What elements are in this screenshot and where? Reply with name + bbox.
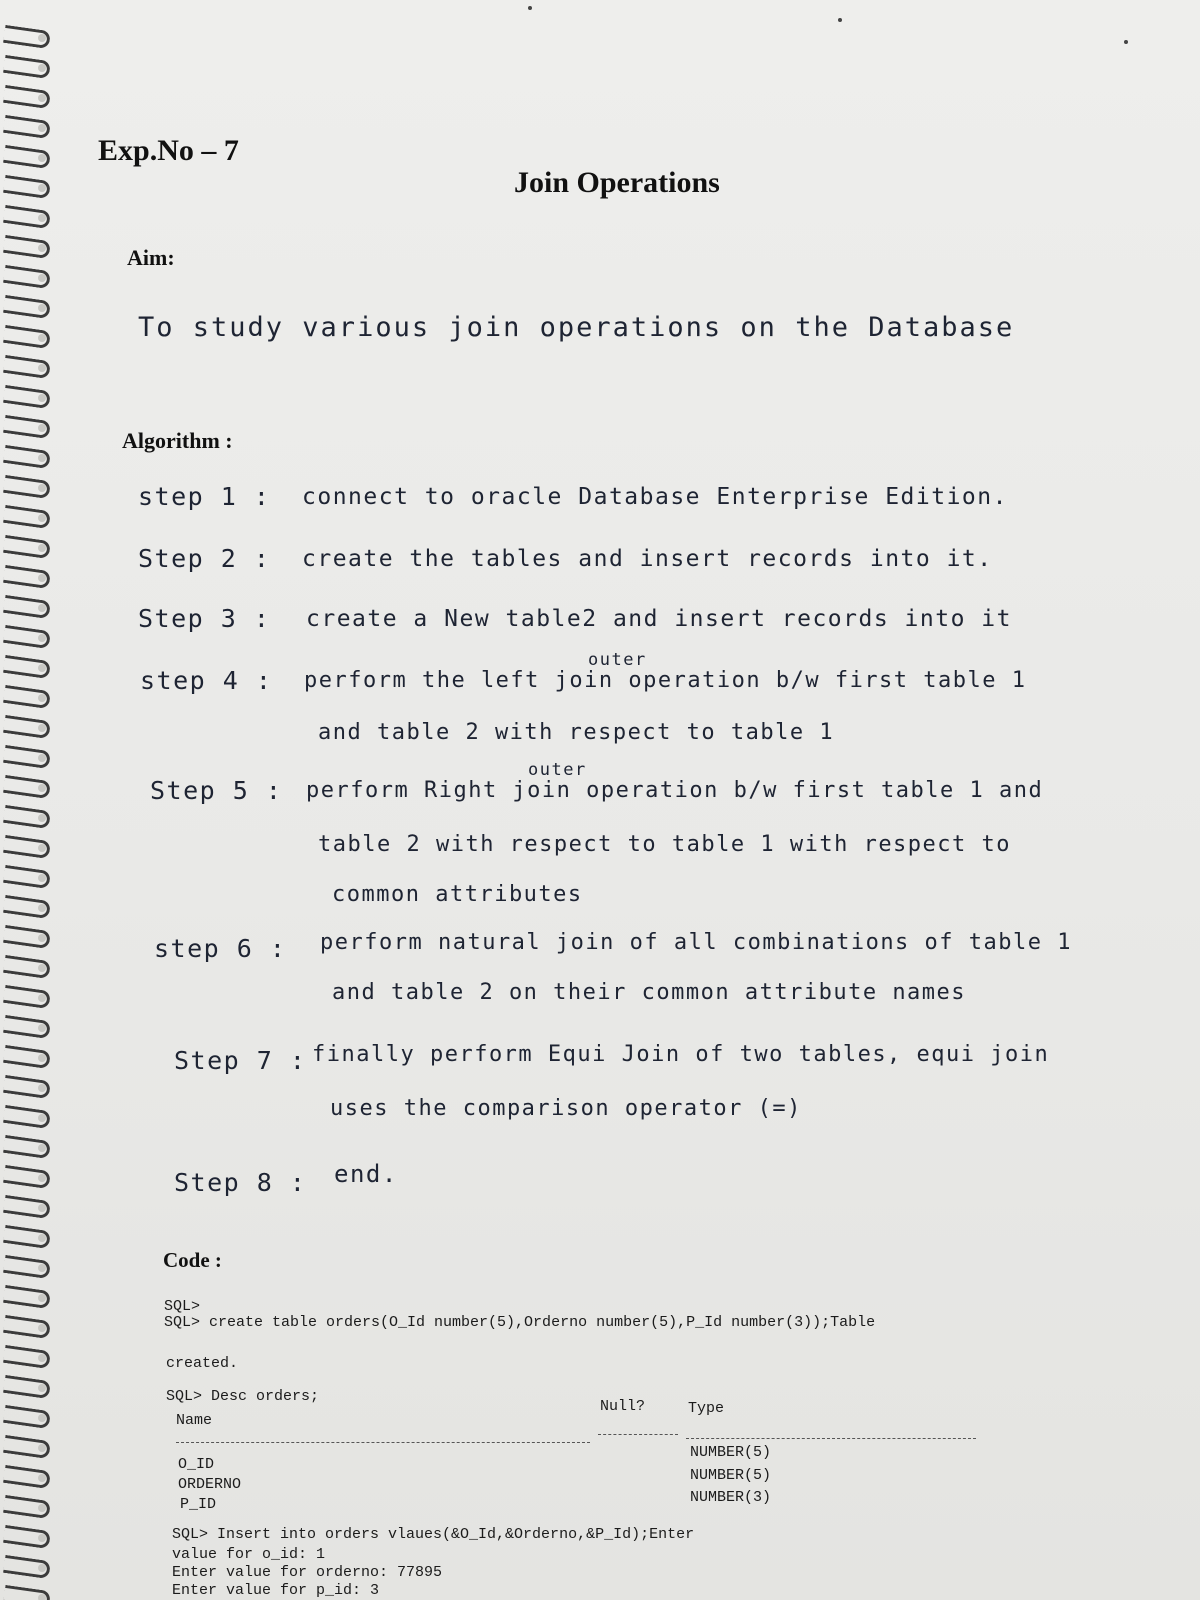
punch-hole — [38, 1264, 46, 1272]
punch-hole — [38, 634, 46, 642]
punch-hole — [38, 394, 46, 402]
punch-hole — [38, 514, 46, 522]
punch-hole — [38, 784, 46, 792]
punch-hole — [38, 694, 46, 702]
desc-row-type: NUMBER(5) — [690, 1444, 772, 1461]
punch-hole — [38, 124, 46, 132]
step-4-text-line2: and table 2 with respect to table 1 — [318, 720, 835, 745]
punch-hole — [38, 1504, 46, 1512]
paper-speck — [1124, 40, 1128, 44]
punch-hole — [38, 334, 46, 342]
code-line: Enter value for p_id: 3 — [172, 1582, 380, 1599]
spiral-binding — [0, 0, 62, 1600]
punch-hole — [38, 184, 46, 192]
punch-hole — [38, 994, 46, 1002]
punch-hole — [38, 1114, 46, 1122]
punch-hole — [38, 154, 46, 162]
punch-hole — [38, 1054, 46, 1062]
code-line: SQL> — [164, 1298, 201, 1315]
step-7-label: Step 7 : — [174, 1046, 307, 1075]
step-5-text-line1: perform Right join operation b/w first table 1 and — [306, 778, 1044, 803]
desc-row-type: NUMBER(5) — [690, 1467, 772, 1484]
punch-hole — [38, 1234, 46, 1242]
punch-hole — [38, 454, 46, 462]
punch-hole — [38, 64, 46, 72]
punch-hole — [38, 934, 46, 942]
punch-hole — [38, 1084, 46, 1092]
desc-separator — [176, 1442, 590, 1443]
punch-hole — [38, 1594, 46, 1600]
punch-hole — [38, 1414, 46, 1422]
step-7-text-line2: uses the comparison operator (=) — [330, 1096, 802, 1121]
step-4-label: step 4 : — [140, 666, 273, 695]
punch-hole — [38, 844, 46, 852]
desc-row-name: P_ID — [180, 1496, 217, 1513]
code-line: SQL> Insert into orders vlaues(&O_Id,&Orderno,&P_Id);Enter — [172, 1526, 695, 1543]
code-line: SQL> Desc orders; — [166, 1388, 320, 1405]
punch-hole — [38, 1534, 46, 1542]
punch-hole — [38, 544, 46, 552]
step-7-text-line1: finally perform Equi Join of two tables, equi join — [312, 1042, 1050, 1067]
step-4-insert: outer — [588, 650, 647, 670]
punch-hole — [38, 34, 46, 42]
paper-speck — [528, 6, 532, 10]
desc-separator — [686, 1438, 976, 1439]
desc-separator — [598, 1434, 678, 1435]
punch-hole — [38, 94, 46, 102]
punch-hole — [38, 1294, 46, 1302]
punch-hole — [38, 1144, 46, 1152]
desc-row-type: NUMBER(3) — [690, 1489, 772, 1506]
punch-hole — [38, 1174, 46, 1182]
algorithm-heading: Algorithm : — [122, 428, 233, 453]
step-5-text-line3: common attributes — [332, 882, 583, 907]
punch-hole — [38, 1024, 46, 1032]
step-3-label: Step 3 : — [138, 604, 271, 633]
punch-hole — [38, 604, 46, 612]
step-6-label: step 6 : — [154, 934, 287, 963]
punch-hole — [38, 424, 46, 432]
punch-hole — [38, 904, 46, 912]
step-8-label: Step 8 : — [174, 1168, 307, 1197]
step-2-text: create the tables and insert records into it. — [302, 546, 993, 572]
punch-hole — [38, 1474, 46, 1482]
aim-text: To study various join operations on the Database — [138, 312, 1015, 343]
punch-hole — [38, 574, 46, 582]
punch-hole — [38, 1564, 46, 1572]
punch-hole — [38, 1204, 46, 1212]
punch-hole — [38, 1384, 46, 1392]
desc-header-null: Null? — [600, 1398, 646, 1415]
step-2-label: Step 2 : — [138, 544, 271, 573]
punch-hole — [38, 484, 46, 492]
punch-hole — [38, 274, 46, 282]
page-title: Join Operations — [514, 166, 720, 199]
step-5-insert: outer — [528, 760, 587, 780]
code-line: created. — [166, 1355, 239, 1372]
punch-hole — [38, 1324, 46, 1332]
punch-hole — [38, 814, 46, 822]
code-heading: Code : — [163, 1248, 222, 1272]
punch-hole — [38, 244, 46, 252]
step-6-text-line1: perform natural join of all combinations of table 1 — [320, 930, 1073, 955]
punch-hole — [38, 754, 46, 762]
code-line: Enter value for orderno: 77895 — [172, 1564, 443, 1581]
aim-heading: Aim: — [127, 245, 175, 270]
punch-hole — [38, 724, 46, 732]
step-8-text: end. — [334, 1160, 398, 1188]
step-4-text-line1: perform the left join operation b/w first table 1 — [304, 668, 1027, 693]
paper-speck — [838, 18, 842, 22]
desc-header-name: Name — [176, 1412, 213, 1429]
punch-hole — [38, 1354, 46, 1362]
punch-hole — [38, 874, 46, 882]
punch-hole — [38, 304, 46, 312]
code-line: SQL> create table orders(O_Id number(5),Orderno number(5),P_Id number(3));Table — [164, 1314, 876, 1331]
punch-hole — [38, 964, 46, 972]
step-3-text: create a New table2 and insert records into it — [306, 606, 1012, 632]
desc-row-name: O_ID — [178, 1456, 215, 1473]
punch-hole — [38, 364, 46, 372]
step-1-text: connect to oracle Database Enterprise Edition. — [302, 484, 1008, 510]
step-5-label: Step 5 : — [150, 776, 283, 805]
experiment-number: Exp.No – 7 — [98, 134, 239, 167]
punch-hole — [38, 664, 46, 672]
step-1-label: step 1 : — [138, 482, 271, 511]
punch-hole — [38, 214, 46, 222]
code-line: value for o_id: 1 — [172, 1546, 326, 1563]
desc-row-name: ORDERNO — [178, 1476, 242, 1493]
step-6-text-line2: and table 2 on their common attribute names — [332, 980, 967, 1005]
punch-hole — [38, 1444, 46, 1452]
desc-header-type: Type — [688, 1400, 725, 1417]
step-5-text-line2: table 2 with respect to table 1 with respect to — [318, 832, 1012, 857]
